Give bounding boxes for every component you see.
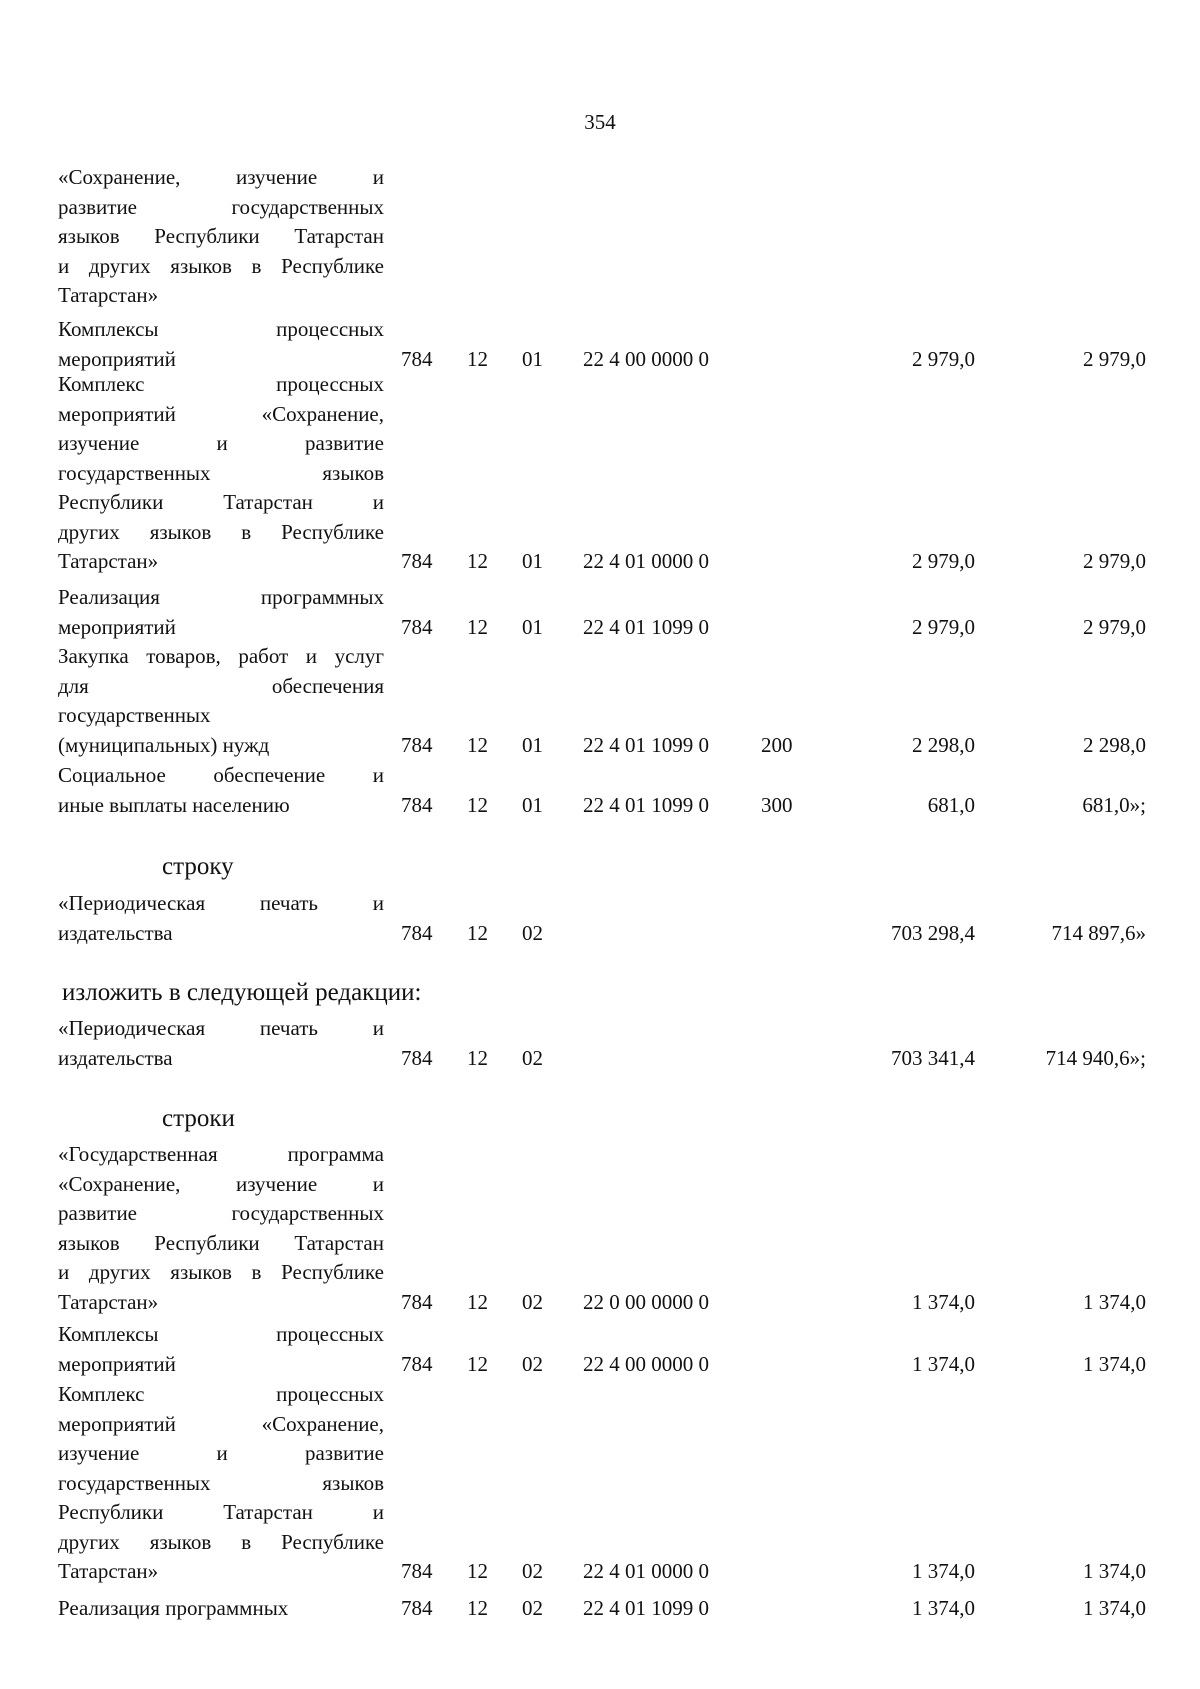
description-line: и других языков в Республике (58, 1260, 384, 1284)
cell-celevaya-statya: 22 4 00 0000 0 (583, 1351, 709, 1376)
description-line: Татарстан» (58, 549, 159, 573)
cell-grbs: 784 (401, 614, 433, 639)
cell-celevaya-statya: 22 4 00 0000 0 (583, 346, 709, 371)
description-line: мероприятий «Сохранение, (58, 1411, 384, 1436)
cell-podrazdel: 02 (522, 1596, 543, 1620)
cell-sum-year-2: 714 897,6» (1051, 920, 1146, 945)
cell-grbs: 784 (401, 1559, 433, 1583)
cell-grbs: 784 (401, 732, 433, 757)
cell-podrazdel: 01 (522, 549, 543, 573)
description-line: для обеспечения (58, 673, 384, 698)
cell-razdel: 12 (467, 792, 488, 817)
description-line: (муниципальных) нужд (58, 732, 270, 757)
cell-razdel: 12 (467, 1351, 488, 1376)
cell-podrazdel: 01 (522, 346, 543, 371)
row-description (58, 583, 384, 642)
cell-sum-year-1: 1 374,0 (912, 1559, 975, 1583)
cell-sum-year-1: 703 298,4 (891, 920, 975, 945)
row-description (58, 1140, 384, 1317)
heading-stroki: строки (162, 1105, 235, 1132)
description-line: других языков в Республике (58, 1529, 384, 1554)
cell-grbs: 784 (401, 1351, 433, 1376)
cell-sum-year-1: 1 374,0 (912, 1351, 975, 1376)
description-line: издательства (58, 1045, 173, 1070)
description-line: мероприятий «Сохранение, (58, 401, 384, 426)
description-line: государственных языков (58, 1470, 384, 1495)
cell-sum-year-1: 2 298,0 (912, 732, 975, 757)
heading-stroku: строку (162, 853, 234, 880)
cell-podrazdel: 01 (522, 732, 543, 757)
description-line: развитие государственных (58, 194, 384, 219)
description-line: Закупка товаров, работ и услуг (58, 644, 384, 668)
description-line: «Сохранение, изучение и (58, 1171, 384, 1196)
description-line: Республики Татарстан и (58, 490, 384, 514)
cell-grbs: 784 (401, 346, 433, 371)
cell-sum-year-1: 703 341,4 (891, 1045, 975, 1070)
cell-celevaya-statya: 22 4 01 0000 0 (583, 1559, 709, 1583)
cell-podrazdel: 02 (522, 920, 543, 945)
cell-sum-year-2: 681,0»; (1082, 792, 1146, 817)
cell-celevaya-statya: 22 0 00 0000 0 (583, 1289, 709, 1314)
cell-vid-rashodov: 300 (761, 792, 793, 817)
cell-podrazdel: 02 (522, 1351, 543, 1376)
row-description (58, 1320, 384, 1379)
cell-sum-year-1: 2 979,0 (912, 614, 975, 639)
description-line: Комплексы процессных (58, 1322, 384, 1346)
cell-sum-year-2: 1 374,0 (1083, 1596, 1146, 1620)
row-description (58, 889, 384, 948)
description-line: изучение и развитие (58, 431, 384, 455)
description-line: «Сохранение, изучение и (58, 165, 384, 189)
description-line: Реализация программных (58, 585, 384, 609)
cell-sum-year-2: 2 298,0 (1083, 732, 1146, 757)
description-line: Комплексы процессных (58, 317, 384, 341)
row-description (58, 315, 384, 374)
description-line: Реализация программных (58, 1596, 289, 1620)
cell-celevaya-statya: 22 4 01 0000 0 (583, 549, 709, 573)
cell-celevaya-statya: 22 4 01 1099 0 (583, 614, 709, 639)
page-number: 354 (584, 110, 616, 134)
cell-podrazdel: 01 (522, 792, 543, 817)
cell-sum-year-2: 1 374,0 (1083, 1289, 1146, 1314)
row-description (58, 1380, 384, 1587)
description-line: других языков в Республике (58, 519, 384, 544)
description-line: и других языков в Республике (58, 253, 384, 278)
cell-razdel: 12 (467, 1596, 488, 1620)
cell-vid-rashodov: 200 (761, 732, 793, 757)
description-line: мероприятий (58, 346, 176, 371)
row-description (58, 642, 384, 760)
description-line: развитие государственных (58, 1201, 384, 1225)
row-description (58, 163, 384, 311)
cell-grbs: 784 (401, 1045, 433, 1070)
description-line: Социальное обеспечение и (58, 763, 384, 787)
cell-sum-year-2: 2 979,0 (1083, 549, 1146, 573)
row-description (58, 1014, 384, 1073)
cell-celevaya-statya: 22 4 01 1099 0 (583, 792, 709, 817)
cell-podrazdel: 02 (522, 1289, 543, 1314)
row-description (58, 761, 384, 820)
description-line: Татарстан» (58, 1559, 159, 1583)
cell-grbs: 784 (401, 920, 433, 945)
heading-new-redaction: изложить в следующей редакции: (62, 979, 422, 1006)
cell-sum-year-2: 714 940,6»; (1045, 1045, 1146, 1070)
description-line: языков Республики Татарстан (58, 224, 384, 248)
row-description (58, 1594, 384, 1624)
row-description (58, 370, 384, 577)
description-line: «Государственная программа (58, 1142, 384, 1166)
cell-podrazdel: 01 (522, 614, 543, 639)
cell-grbs: 784 (401, 792, 433, 817)
description-line: государственных (58, 703, 211, 727)
cell-grbs: 784 (401, 1289, 433, 1314)
description-line: Татарстан» (58, 283, 159, 307)
description-line: Татарстан» (58, 1289, 159, 1314)
cell-sum-year-2: 2 979,0 (1083, 614, 1146, 639)
description-line: мероприятий (58, 1351, 176, 1376)
cell-sum-year-1: 1 374,0 (912, 1289, 975, 1314)
cell-razdel: 12 (467, 346, 488, 371)
description-line: иные выплаты населению (58, 792, 290, 817)
description-line: мероприятий (58, 614, 176, 639)
description-line: Комплекс процессных (58, 1382, 384, 1406)
cell-sum-year-2: 2 979,0 (1083, 346, 1146, 371)
cell-sum-year-1: 681,0 (927, 792, 975, 817)
cell-razdel: 12 (467, 1045, 488, 1070)
description-line: языков Республики Татарстан (58, 1230, 384, 1255)
cell-podrazdel: 02 (522, 1559, 543, 1583)
cell-razdel: 12 (467, 614, 488, 639)
cell-sum-year-2: 1 374,0 (1083, 1559, 1146, 1583)
cell-sum-year-1: 2 979,0 (912, 549, 975, 573)
cell-sum-year-1: 2 979,0 (912, 346, 975, 371)
cell-celevaya-statya: 22 4 01 1099 0 (583, 1596, 709, 1620)
cell-razdel: 12 (467, 920, 488, 945)
cell-podrazdel: 02 (522, 1045, 543, 1070)
cell-sum-year-2: 1 374,0 (1083, 1351, 1146, 1376)
cell-razdel: 12 (467, 1289, 488, 1314)
cell-razdel: 12 (467, 1559, 488, 1583)
cell-celevaya-statya: 22 4 01 1099 0 (583, 732, 709, 757)
cell-grbs: 784 (401, 1596, 433, 1620)
description-line: издательства (58, 920, 173, 945)
description-line: «Периодическая печать и (58, 891, 384, 915)
description-line: «Периодическая печать и (58, 1016, 384, 1040)
description-line: государственных языков (58, 460, 384, 485)
cell-razdel: 12 (467, 549, 488, 573)
description-line: Комплекс процессных (58, 372, 384, 396)
description-line: Республики Татарстан и (58, 1500, 384, 1524)
cell-grbs: 784 (401, 549, 433, 573)
description-line: изучение и развитие (58, 1441, 384, 1465)
cell-sum-year-1: 1 374,0 (912, 1596, 975, 1620)
cell-razdel: 12 (467, 732, 488, 757)
